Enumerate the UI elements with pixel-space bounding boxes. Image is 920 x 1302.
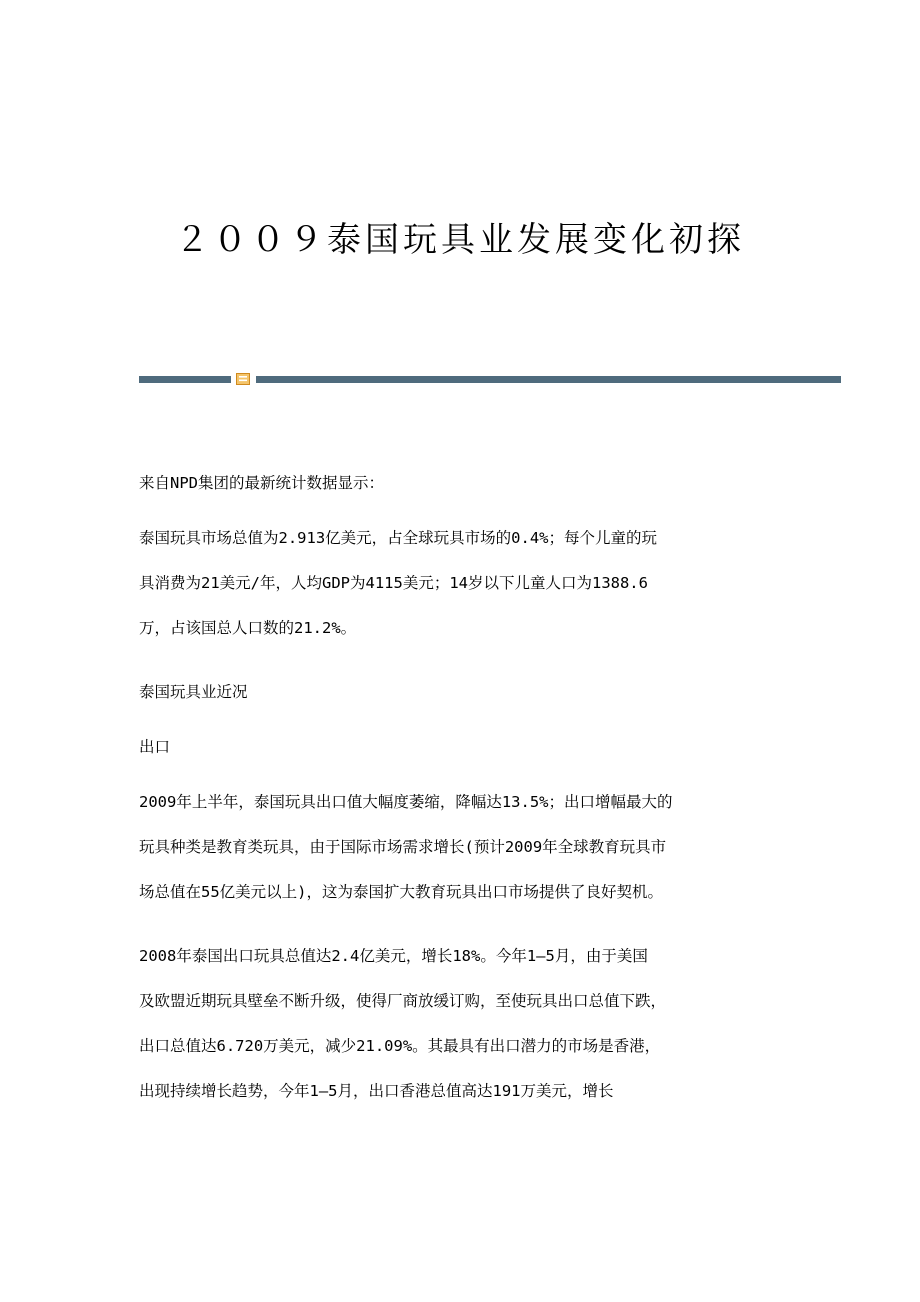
title-divider bbox=[139, 373, 841, 385]
divider-bar-left bbox=[139, 376, 231, 383]
paragraph-source bbox=[139, 461, 789, 506]
text-line: 万，占该国总人口数的21.2%。 bbox=[139, 619, 357, 637]
text-line: 玩具种类是教育类玩具，由于国际市场需求增长(预计2009年全球教育玩具市 bbox=[139, 838, 667, 856]
section-heading-recent bbox=[139, 670, 789, 715]
document-title: ２００９泰国玩具业发展变化初探 bbox=[175, 220, 745, 260]
text-line: 出现持续增长趋势，今年1—5月，出口香港总值高达191万美元，增长 bbox=[139, 1082, 614, 1100]
text-line: 泰国玩具业近况 bbox=[139, 683, 248, 701]
text-line: 泰国玩具市场总值为2.913亿美元，占全球玩具市场的0.4%；每个儿童的玩 bbox=[139, 529, 657, 547]
text-line: 场总值在55亿美元以上)，这为泰国扩大教育玩具出口市场提供了良好契机。 bbox=[139, 883, 663, 901]
paragraph-export-2009 bbox=[139, 780, 789, 915]
text-line: 来自NPD集团的最新统计数据显示： bbox=[139, 474, 384, 492]
divider-bar-right bbox=[256, 376, 841, 383]
text-line: 及欧盟近期玩具壁垒不断升级，使得厂商放缓订购，至使玩具出口总值下跌， bbox=[139, 992, 667, 1010]
text-line: 出口 bbox=[139, 738, 171, 756]
text-line: 出口总值达6.720万美元，减少21.09%。其最具有出口潜力的市场是香港， bbox=[139, 1037, 661, 1055]
text-line: 2008年泰国出口玩具总值达2.4亿美元，增长18%。今年1—5月，由于美国 bbox=[139, 947, 648, 965]
text-line: 2009年上半年，泰国玩具出口值大幅度萎缩，降幅达13.5%；出口增幅最大的 bbox=[139, 793, 673, 811]
divider-marker-icon bbox=[236, 373, 250, 385]
paragraph-market-stats bbox=[139, 516, 789, 651]
text-line: 具消费为21美元/年，人均GDP为4115美元；14岁以下儿童人口为1388.6 bbox=[139, 574, 648, 592]
section-heading-export bbox=[139, 725, 789, 770]
paragraph-export-2008 bbox=[139, 934, 789, 1114]
